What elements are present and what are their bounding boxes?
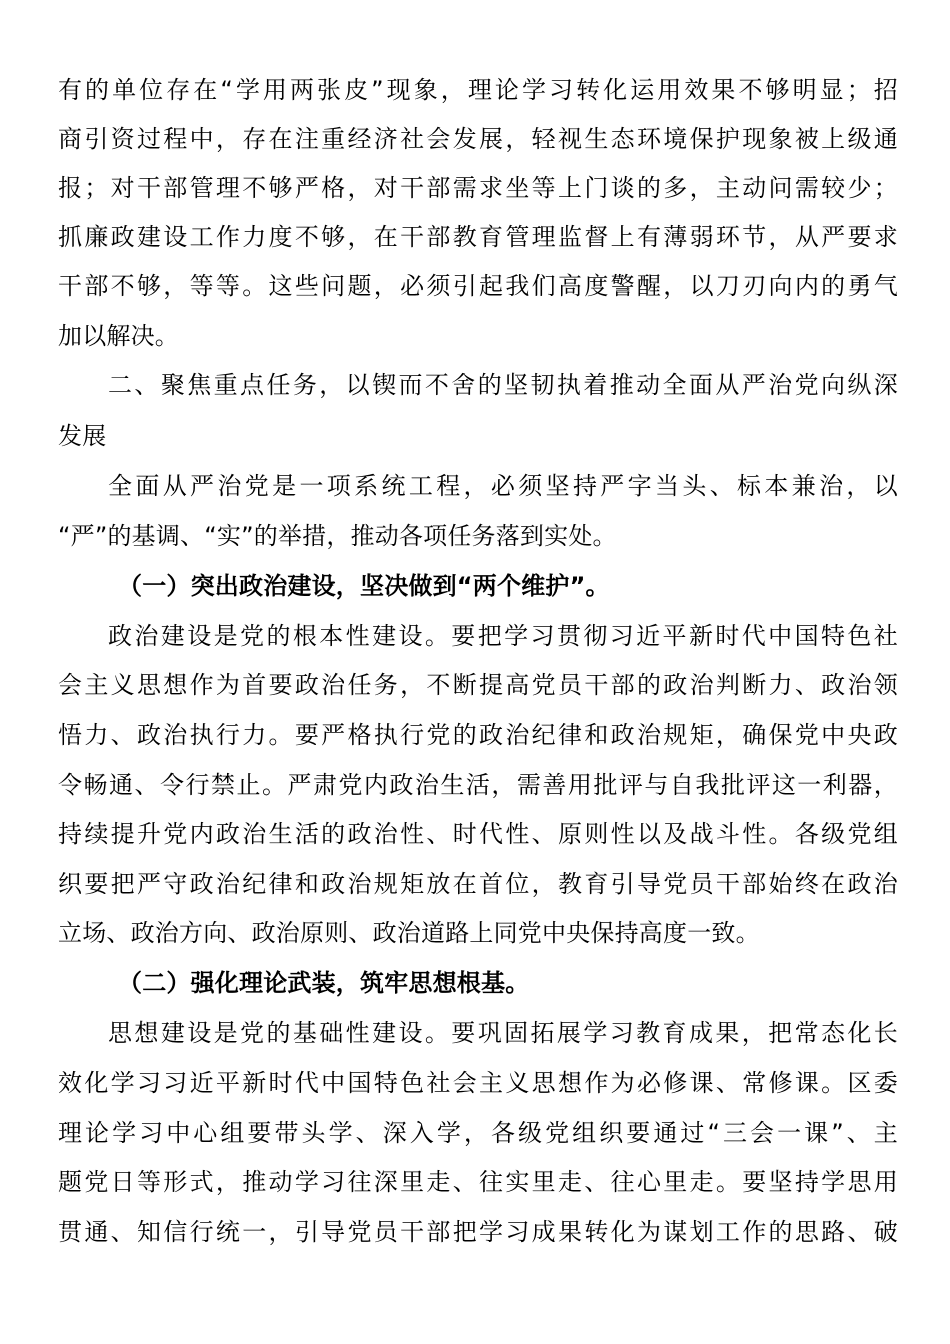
paragraph-line: 抓廉政建设工作力度不够，在干部教育管理监督上有薄弱环节，从严要求	[58, 223, 898, 251]
paragraph-line: 持续提升党内政治生活的政治性、时代性、原则性以及战斗性。各级党组	[58, 820, 898, 848]
paragraph-line: 加以解决。	[58, 322, 179, 350]
paragraph-line: 悟力、政治执行力。要严格执行党的政治纪律和政治规矩，确保党中央政	[58, 721, 898, 749]
section-heading-line: 二、聚焦重点任务，以锲而不舍的坚韧执着推动全面从严治党向纵深	[108, 371, 898, 399]
paragraph-line: 题党日等形式，推动学习往深里走、往实里走、往心里走。要坚持学思用	[58, 1168, 898, 1196]
section-heading-line: 发展	[58, 422, 107, 450]
paragraph-line: 会主义思想作为首要政治任务，不断提高党员干部的政治判断力、政治领	[58, 671, 898, 699]
paragraph-line: 贯通、知信行统一，引导党员干部把学习成果转化为谋划工作的思路、破	[58, 1218, 898, 1246]
paragraph-line: 报；对干部管理不够严格，对干部需求坐等上门谈的多，主动问需较少；	[58, 174, 898, 202]
paragraph-line: “严”的基调、“实”的举措，推动各项任务落到实处。	[58, 522, 617, 550]
subheading-theory-arming: （二）强化理论武装，筑牢思想根基。	[118, 969, 530, 997]
paragraph-line: 干部不够，等等。这些问题，必须引起我们高度警醒，以刀刃向内的勇气	[58, 272, 898, 300]
paragraph-line: 思想建设是党的基础性建设。要巩固拓展学习教育成果，把常态化长	[108, 1019, 898, 1047]
paragraph-line: 令畅通、令行禁止。严肃党内政治生活，需善用批评与自我批评这一利器，	[58, 771, 898, 799]
paragraph-line: 理论学习中心组要带头学、深入学，各级党组织要通过“三会一课”、主	[58, 1119, 898, 1147]
paragraph-line: 效化学习习近平新时代中国特色社会主义思想作为必修课、常修课。区委	[58, 1069, 898, 1097]
paragraph-line: 政治建设是党的根本性建设。要把学习贯彻习近平新时代中国特色社	[108, 622, 898, 650]
subheading-political-construction: （一）突出政治建设，坚决做到“两个维护”。	[118, 572, 610, 600]
paragraph-line: 有的单位存在“学用两张皮”现象，理论学习转化运用效果不够明显；招	[58, 76, 898, 104]
paragraph-line: 全面从严治党是一项系统工程，必须坚持严字当头、标本兼治，以	[108, 472, 898, 500]
paragraph-line: 立场、政治方向、政治原则、政治道路上同党中央保持高度一致。	[58, 919, 760, 947]
paragraph-line: 商引资过程中，存在注重经济社会发展，轻视生态环境保护现象被上级通	[58, 125, 898, 153]
paragraph-line: 织要把严守政治纪律和政治规矩放在首位，教育引导党员干部始终在政治	[58, 870, 898, 898]
